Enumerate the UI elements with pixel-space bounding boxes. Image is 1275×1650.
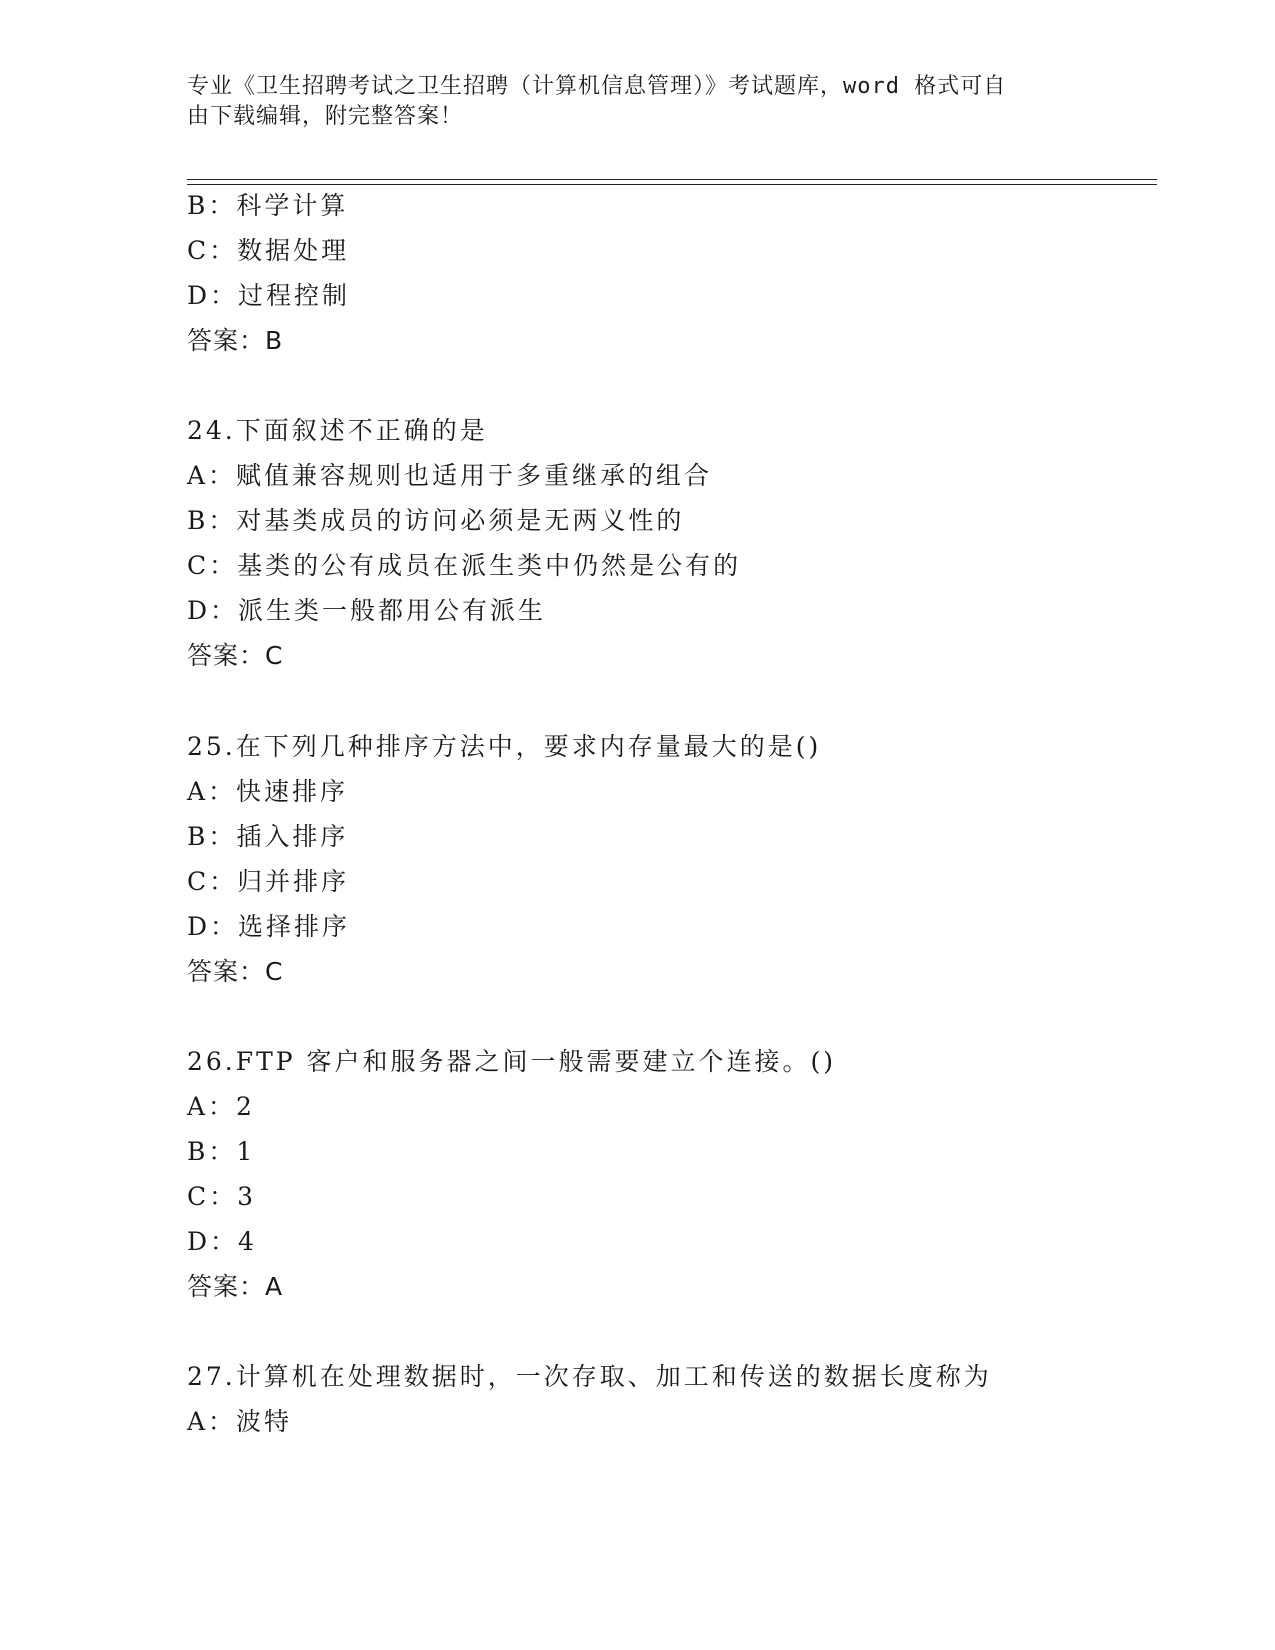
- document-header: [187, 72, 1067, 132]
- q24-option-b: B：对基类成员的访问必须是无两义性的: [187, 506, 685, 535]
- q25-stem: 25.在下列几种排序方法中，要求内存量最大的是(): [187, 732, 822, 761]
- header-divider-bottom: [187, 184, 1157, 185]
- q23-option-b: B：科学计算: [187, 191, 349, 220]
- q25-option-a: A：快速排序: [187, 777, 349, 806]
- header-line-2: 由下载编辑，附完整答案！: [187, 104, 464, 129]
- q23-option-d: D：过程控制: [187, 281, 351, 310]
- q23-answer: 答案：B: [187, 326, 284, 355]
- header-divider-top: [187, 179, 1157, 180]
- q26-answer: 答案：A: [187, 1272, 284, 1301]
- q27-option-a: A：波特: [187, 1407, 293, 1436]
- q26-option-d: D：4: [187, 1227, 257, 1256]
- header-line-1: 专业《卫生招聘考试之卫生招聘（计算机信息管理）》考试题库，word 格式可自: [187, 74, 1007, 99]
- q26-option-a: A：2: [187, 1092, 255, 1121]
- q25-option-c: C：归并排序: [187, 867, 350, 896]
- q26-stem: 26.FTP 客户和服务器之间一般需要建立个连接。(): [187, 1047, 837, 1076]
- q26-option-b: B：1: [187, 1137, 256, 1166]
- q23-option-c: C：数据处理: [187, 236, 350, 265]
- q25-option-d: D：选择排序: [187, 912, 351, 941]
- q26-option-c: C：3: [187, 1182, 257, 1211]
- q27-stem: 27.计算机在处理数据时，一次存取、加工和传送的数据长度称为: [187, 1362, 992, 1391]
- q24-answer: 答案：C: [187, 641, 284, 670]
- q25-option-b: B：插入排序: [187, 822, 349, 851]
- q25-answer: 答案：C: [187, 957, 284, 986]
- q24-option-c: C：基类的公有成员在派生类中仍然是公有的: [187, 551, 742, 580]
- q24-option-a: A：赋值兼容规则也适用于多重继承的组合: [187, 461, 713, 490]
- q24-stem: 24.下面叙述不正确的是: [187, 416, 488, 445]
- q24-option-d: D：派生类一般都用公有派生: [187, 596, 547, 625]
